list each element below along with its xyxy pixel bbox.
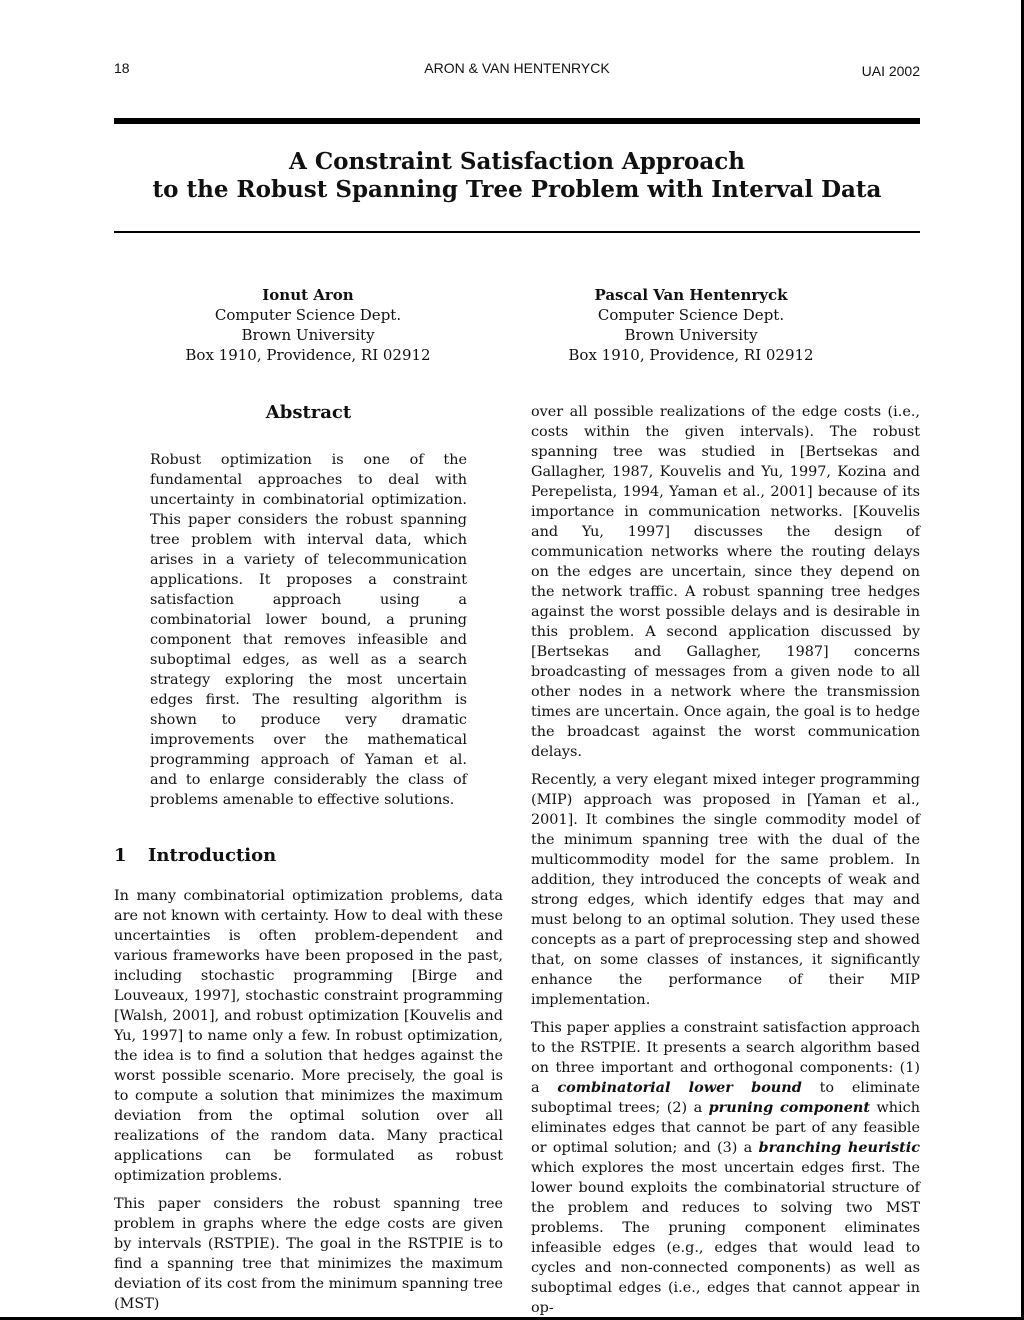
author-name: Pascal Van Hentenryck — [594, 286, 788, 304]
abstract-text: Robust optimization is one of the fundamental approaches to deal with uncertainty in combinatorial optimization. This paper considers the robust spanning tree problem with interval data, which arises in a variety of telecommunication applications. It proposes a constraint satisfaction approach using a combinatorial lower bound, a pruning component that removes infeasible and suboptimal edges, as well as a search strategy exploring the most uncertain edges first. The resulting algorithm is shown to produce very dramatic improvements over the mathematical programming approach of Yaman et al. and to enlarge considerably the class of problems amenable to effective solutions. — [150, 452, 467, 808]
right-paragraph-1: over all possible realizations of the edge costs (i.e., costs within the given intervals). The robust spanning tree was studied in [Bertsekas and Gallagher, 1987, Kouvelis and Yu, 1997, Kozina and Perepelista, 1994, Yaman et al., 2001] because of its importance in communication networks. [Kouvelis and Yu, 1997] discusses the design of communication networks where the routing delays on the edges are uncertain, since they depend on the network traffic. A robust spanning tree hedges against the worst possible delays and is desirable in this problem. A second application discussed by [Bertsekas and Gallagher, 1987] concerns broadcasting of messages from a given node to all other nodes in a network where the transmission times are uncertain. Once again, the goal is to hedge the broadcast against the worst communication delays. — [531, 404, 920, 760]
author-name: Ionut Aron — [262, 286, 354, 304]
title-rule-bottom — [114, 231, 920, 233]
title-line-2: to the Robust Spanning Tree Problem with Interval Data — [152, 176, 882, 203]
page-number: 18 — [114, 60, 130, 76]
title-rule-top — [114, 118, 920, 124]
section-number: 1 — [114, 845, 127, 866]
author-block-van-hentenryck — [541, 285, 841, 365]
author-dept: Computer Science Dept. — [597, 306, 785, 324]
right-column — [531, 402, 920, 1318]
emph-combinatorial-lower-bound: combinatorial lower bound — [557, 1079, 802, 1096]
intro-paragraph-2: This paper considers the robust spanning tree problem in graphs where the edge costs are given by intervals (RSTPIE). The goal in the RSTPIE is to find a spanning tree that minimizes the maximum deviation of its cost from the minimum spanning tree (MST) — [114, 1196, 503, 1312]
emph-branching-heuristic: branching heuristic — [758, 1139, 920, 1156]
emph-pruning-component: pruning component — [708, 1099, 871, 1116]
author-block-aron — [158, 285, 458, 365]
p3-text-d: which explores the most uncertain edges first. The lower bound exploits the combinatorial structure of the problem and reduces to solving two MST problems. The pruning component eliminates infeasible edges (e.g., edges that would lead to cycles and non-connected components) as well as suboptimal edges (i.e., edges that cannot appear in op- — [531, 1160, 920, 1316]
section-heading-introduction — [114, 844, 503, 868]
author-university: Brown University — [241, 326, 375, 344]
author-address: Box 1910, Providence, RI 02912 — [185, 346, 431, 364]
left-column — [114, 402, 503, 1314]
p3-text-a: This paper applies a constraint satisfaction approach to the RSTPIE. It presents a search algorithm based on three important and orthogonal components: (1) a — [531, 1020, 920, 1096]
right-paragraph-2: Recently, a very elegant mixed integer programming (MIP) approach was proposed in [Yaman et al., 2001]. It combines the single commodity model of the minimum spanning tree with the dual of the multicommodity model for the same problem. In addition, they introduced the concepts of weak and strong edges, which identify edges that may and must belong to an optimal solution. They used these concepts as a part of preprocessing step and showed that, on some classes of instances, it significantly enhance the performance of their MIP implementation. — [531, 772, 920, 1008]
author-dept: Computer Science Dept. — [214, 306, 402, 324]
abstract-heading: Abstract — [265, 402, 352, 423]
p3-text-b: to eliminate suboptimal trees; (2) a — [531, 1080, 920, 1116]
author-university: Brown University — [624, 326, 758, 344]
title-line-1: A Constraint Satisfaction Approach — [288, 148, 746, 175]
running-head-venue: UAI 2002 — [861, 63, 920, 79]
running-head — [114, 60, 920, 80]
p3-text-c: which eliminates edges that cannot be part of any feasible or optimal solution; and (3) a — [531, 1100, 920, 1156]
section-title: Introduction — [148, 845, 277, 866]
author-address: Box 1910, Providence, RI 02912 — [568, 346, 814, 364]
right-paragraph-3 — [531, 1018, 920, 1318]
intro-paragraph-1: In many combinatorial optimization problems, data are not known with certainty. How to deal with these uncertainties is often problem-dependent and various frameworks have been proposed in the past, including stochastic programming [Birge and Louveaux, 1997], stochastic constraint programming [Walsh, 2001], and robust optimization [Kouvelis and Yu, 1997] to name only a few. In robust optimization, the idea is to find a solution that hedges against the worst possible scenario. More precisely, the goal is to compute a solution that minimizes the maximum deviation from the optimal solution over all realizations of the random data. Many practical applications can be formulated as robust optimization problems. — [114, 888, 503, 1184]
paper-title — [114, 148, 920, 204]
running-head-authors: ARON & VAN HENTENRYCK — [424, 60, 610, 76]
